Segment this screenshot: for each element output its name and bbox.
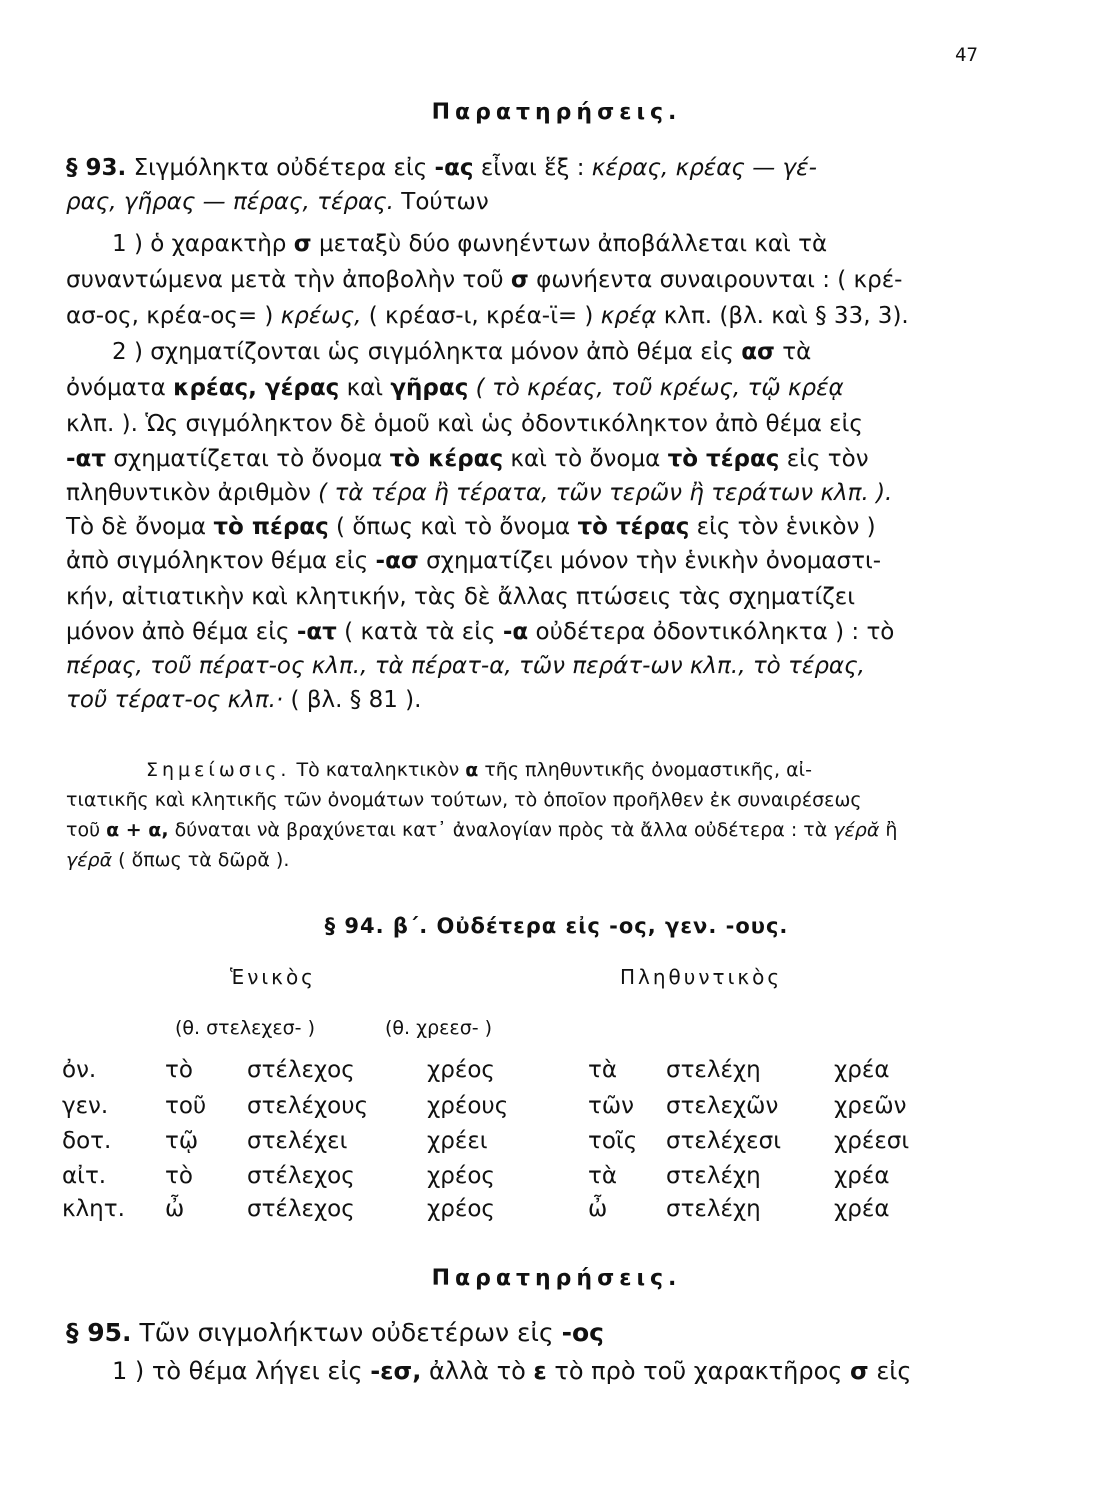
paragraph-93-line-2 bbox=[66, 187, 986, 217]
bold-text: -ατ bbox=[296, 619, 337, 645]
text: Τὸ δὲ ὄνομα bbox=[66, 514, 214, 540]
article-plural: τοῖς bbox=[588, 1128, 638, 1154]
bold-text: -ος bbox=[561, 1318, 604, 1347]
text: μεταξὺ δύο φωνηέντων ἀποβάλλεται καὶ τὰ bbox=[311, 231, 828, 257]
noun-stelechos-singular: στελέχους bbox=[247, 1093, 369, 1119]
section-heading-observations: Παρατηρήσεις. bbox=[431, 100, 682, 125]
text: σχηματίζει μόνον τὴν ἑνικὴν ὀνομαστι- bbox=[418, 548, 882, 574]
noun-stelechos-plural: στελεχῶν bbox=[666, 1093, 779, 1119]
noun-stelechos-plural: στελέχη bbox=[666, 1163, 761, 1189]
bold-text: -ας bbox=[434, 155, 474, 181]
paragraph-93-line-5 bbox=[66, 301, 986, 331]
text: ( βλ. § 81 ). bbox=[283, 687, 422, 713]
section-heading-observations-2: Παρατηρήσεις. bbox=[431, 1266, 682, 1291]
noun-stelechos-singular: στέλεχος bbox=[247, 1163, 355, 1189]
paragraph-93-line-10 bbox=[66, 478, 986, 508]
noun-stelechos-plural: στελέχη bbox=[666, 1057, 761, 1083]
noun-chreos-plural: χρεῶν bbox=[834, 1093, 907, 1119]
text: Τούτων bbox=[393, 189, 489, 215]
text: τιατικῆς καὶ κλητικῆς τῶν ὀνομάτων τούτων, τὸ ὁποῖον προῆλθεν ἐκ συναιρέσεως bbox=[66, 789, 862, 811]
text: κλπ. (βλ. καὶ § 33, 3). bbox=[656, 303, 909, 329]
article-singular: τῷ bbox=[165, 1128, 199, 1154]
paragraph-93-line-6 bbox=[112, 337, 1032, 367]
text: σχηματίζεται τὸ ὄνομα bbox=[106, 446, 390, 472]
paragraph-93-line-8 bbox=[66, 409, 986, 439]
bold-text: τὸ κέρας bbox=[389, 446, 504, 472]
italic-text: τοῦ τέρατ-ος κλπ.· bbox=[66, 687, 284, 713]
text: εἶναι ἕξ : bbox=[473, 155, 592, 181]
text: μόνον ἀπὸ θέμα εἰς bbox=[66, 619, 297, 645]
plural-header: Πληθυντικὸς bbox=[620, 965, 783, 989]
bold-text: -ατ bbox=[66, 446, 107, 472]
noun-chreos-singular: χρέος bbox=[427, 1163, 495, 1189]
italic-text: γέρᾰ bbox=[833, 819, 880, 841]
bold-text: σ bbox=[849, 1357, 869, 1385]
noun-chreos-plural: χρέεσι bbox=[834, 1128, 910, 1154]
paragraph-93-line-7 bbox=[66, 373, 986, 403]
paragraph-95-line-1 bbox=[66, 1318, 986, 1348]
noun-stelechos-singular: στέλεχος bbox=[247, 1196, 355, 1222]
bold-text: γῆρας bbox=[390, 375, 469, 401]
text: ασ-ος, κρέα-ος= ) bbox=[66, 303, 281, 329]
article-singular: τὸ bbox=[165, 1057, 193, 1083]
text: ἢ bbox=[879, 819, 898, 841]
section-94-heading: § 94. β΄. Οὐδέτερα εἰς -ος, γεν. -ους. bbox=[324, 914, 789, 938]
case-label: ὀν. bbox=[62, 1057, 97, 1083]
article-plural: ὦ bbox=[588, 1196, 608, 1222]
case-label: αἰτ. bbox=[62, 1163, 107, 1189]
article-plural: τῶν bbox=[588, 1093, 634, 1119]
text: κήν, αἰτιατικὴν καὶ κλητικήν, τὰς δὲ ἄλλας πτώσεις τὰς σχηματίζει bbox=[66, 584, 855, 610]
paragraph-93-line-1 bbox=[66, 153, 986, 183]
text: τοῦ bbox=[66, 819, 107, 841]
bold-text: σ bbox=[293, 231, 312, 257]
note-line-2 bbox=[66, 787, 986, 813]
text: Σιγμόληκτα οὐδέτερα εἰς bbox=[126, 155, 435, 181]
paragraph-93-line-11 bbox=[66, 512, 986, 542]
italic-text: γέρᾱ bbox=[66, 849, 113, 871]
section-number: § 93. bbox=[66, 155, 127, 181]
bold-text: -α bbox=[502, 619, 529, 645]
text: ( ὅπως τὰ δῶρᾰ ). bbox=[112, 849, 290, 871]
text: δύναται νὰ βραχύνεται κατ᾽ ἀναλογίαν πρὸς τὰ ἄλλα οὐδέτερα : τὰ bbox=[168, 819, 834, 841]
text: τὰ bbox=[774, 339, 812, 365]
article-singular: τοῦ bbox=[165, 1093, 207, 1119]
bold-text: α bbox=[465, 759, 479, 781]
note-line-1 bbox=[146, 757, 1066, 783]
page-number: 47 bbox=[955, 44, 978, 66]
text: κλπ. ). bbox=[66, 411, 138, 437]
paragraph-93-line-9 bbox=[66, 444, 986, 474]
italic-text: κρέως, bbox=[280, 303, 362, 329]
italic-text: ( τὸ κρέας, τοῦ κρέως, τῷ κρέᾳ bbox=[468, 375, 844, 401]
stem-label-1: (θ. στελεχεσ- ) bbox=[175, 1017, 315, 1039]
bold-text: -εσ, bbox=[370, 1357, 422, 1385]
case-label: κλητ. bbox=[62, 1196, 125, 1222]
paragraph-93-line-14 bbox=[66, 617, 986, 647]
bold-text: ε bbox=[533, 1357, 547, 1385]
text: εἰς τὸν bbox=[779, 446, 869, 472]
text: συναντώμενα μετὰ τὴν ἀποβολὴν τοῦ bbox=[66, 267, 511, 293]
text: τὸ πρὸ τοῦ χαρακτῆρος bbox=[546, 1357, 850, 1385]
noun-stelechos-plural: στελέχεσι bbox=[666, 1128, 781, 1154]
text: πληθυντικὸν ἀριθμὸν bbox=[66, 480, 319, 506]
section-number: § 95. bbox=[66, 1318, 132, 1347]
text: ὀνόματα bbox=[66, 375, 174, 401]
noun-chreos-plural: χρέα bbox=[834, 1163, 890, 1189]
bold-text: τὸ τέρας bbox=[577, 514, 690, 540]
note-label: Σημείωσις. bbox=[146, 759, 291, 781]
bold-text: -ασ bbox=[375, 548, 419, 574]
bold-text: κρέας, γέρας bbox=[173, 375, 340, 401]
case-label: γεν. bbox=[62, 1093, 109, 1119]
text: εἰς τὸν ἑνικὸν ) bbox=[689, 514, 876, 540]
article-plural: τὰ bbox=[588, 1057, 618, 1083]
text: 1 ) ὁ χαρακτὴρ bbox=[112, 231, 294, 257]
text: ἀπὸ σιγμόληκτον θέμα εἰς bbox=[66, 548, 376, 574]
paragraph-93-line-15 bbox=[66, 651, 986, 681]
bold-text: τὸ πέρας bbox=[213, 514, 329, 540]
italic-text: ( τὰ τέρα ἢ τέρατα, τῶν τερῶν ἢ τεράτων κλπ. ). bbox=[318, 480, 893, 506]
text: Τῶν σιγμολήκτων οὐδετέρων εἰς bbox=[131, 1318, 562, 1347]
note-line-3 bbox=[66, 817, 986, 843]
paragraph-93-line-3 bbox=[112, 229, 1032, 259]
bold-text: τὸ τέρας bbox=[667, 446, 780, 472]
paragraph-95-line-2 bbox=[112, 1356, 1032, 1386]
noun-chreos-singular: χρέος bbox=[427, 1196, 495, 1222]
paragraph-93-line-12 bbox=[66, 546, 986, 576]
text: φωνήεντα συναιρουνται : ( κρέ- bbox=[528, 267, 903, 293]
paragraph-93-line-4 bbox=[66, 265, 986, 295]
noun-chreos-plural: χρέα bbox=[834, 1196, 890, 1222]
text: 2 ) σχηματίζονται ὡς σιγμόληκτα μόνον ἀπὸ θέμα εἰς bbox=[112, 339, 742, 365]
text: ἀλλὰ τὸ bbox=[421, 1357, 534, 1385]
text: Τὸ καταληκτικὸν bbox=[290, 759, 466, 781]
bold-text: ασ bbox=[741, 339, 775, 365]
text: 1 ) τὸ θέμα λήγει εἰς bbox=[112, 1357, 371, 1385]
paragraph-93-line-13 bbox=[66, 582, 986, 612]
noun-stelechos-singular: στελέχει bbox=[247, 1128, 348, 1154]
noun-stelechos-singular: στέλεχος bbox=[247, 1057, 355, 1083]
italic-text: κρέᾳ bbox=[600, 303, 657, 329]
italic-text: ρας, γῆρας — πέρας, τέρας. bbox=[66, 189, 394, 215]
noun-stelechos-plural: στελέχη bbox=[666, 1196, 761, 1222]
article-singular: τὸ bbox=[165, 1163, 193, 1189]
text: Ὡς σιγμόληκτον δὲ ὁμοῦ καὶ ὡς ὀδοντικόληκτον ἀπὸ θέμα εἰς bbox=[137, 411, 863, 437]
singular-header: Ἑνικὸς bbox=[230, 965, 316, 989]
text: τῆς πληθυντικῆς ὀνομαστικῆς, αἰ- bbox=[478, 759, 812, 781]
noun-chreos-singular: χρέει bbox=[427, 1128, 488, 1154]
italic-text: πέρας, τοῦ πέρατ-ος κλπ., τὰ πέρατ-α, τῶν περάτ-ων κλπ., τὸ τέρας, bbox=[66, 653, 865, 679]
stem-label-2: (θ. χρεεσ- ) bbox=[385, 1017, 493, 1039]
text: ( ὅπως καὶ τὸ ὄνομα bbox=[328, 514, 578, 540]
noun-chreos-plural: χρέα bbox=[834, 1057, 890, 1083]
noun-chreos-singular: χρέους bbox=[427, 1093, 509, 1119]
noun-chreos-singular: χρέος bbox=[427, 1057, 495, 1083]
article-plural: τὰ bbox=[588, 1163, 618, 1189]
text: ( κρέασ-ι, κρέα-ϊ= ) bbox=[361, 303, 601, 329]
note-line-4 bbox=[66, 847, 986, 873]
text: καὶ bbox=[339, 375, 391, 401]
text: ( κατὰ τὰ εἰς bbox=[336, 619, 503, 645]
text: εἰς bbox=[868, 1357, 912, 1385]
bold-text: σ bbox=[510, 267, 529, 293]
paragraph-93-line-16 bbox=[66, 685, 986, 715]
text: καὶ τὸ ὄνομα bbox=[503, 446, 668, 472]
text: οὐδέτερα ὀδοντικόληκτα ) : τὸ bbox=[528, 619, 895, 645]
italic-text: κέρας, κρέας — γέ- bbox=[591, 155, 817, 181]
bold-text: α + α, bbox=[106, 819, 169, 841]
article-singular: ὦ bbox=[165, 1196, 185, 1222]
case-label: δοτ. bbox=[62, 1128, 112, 1154]
